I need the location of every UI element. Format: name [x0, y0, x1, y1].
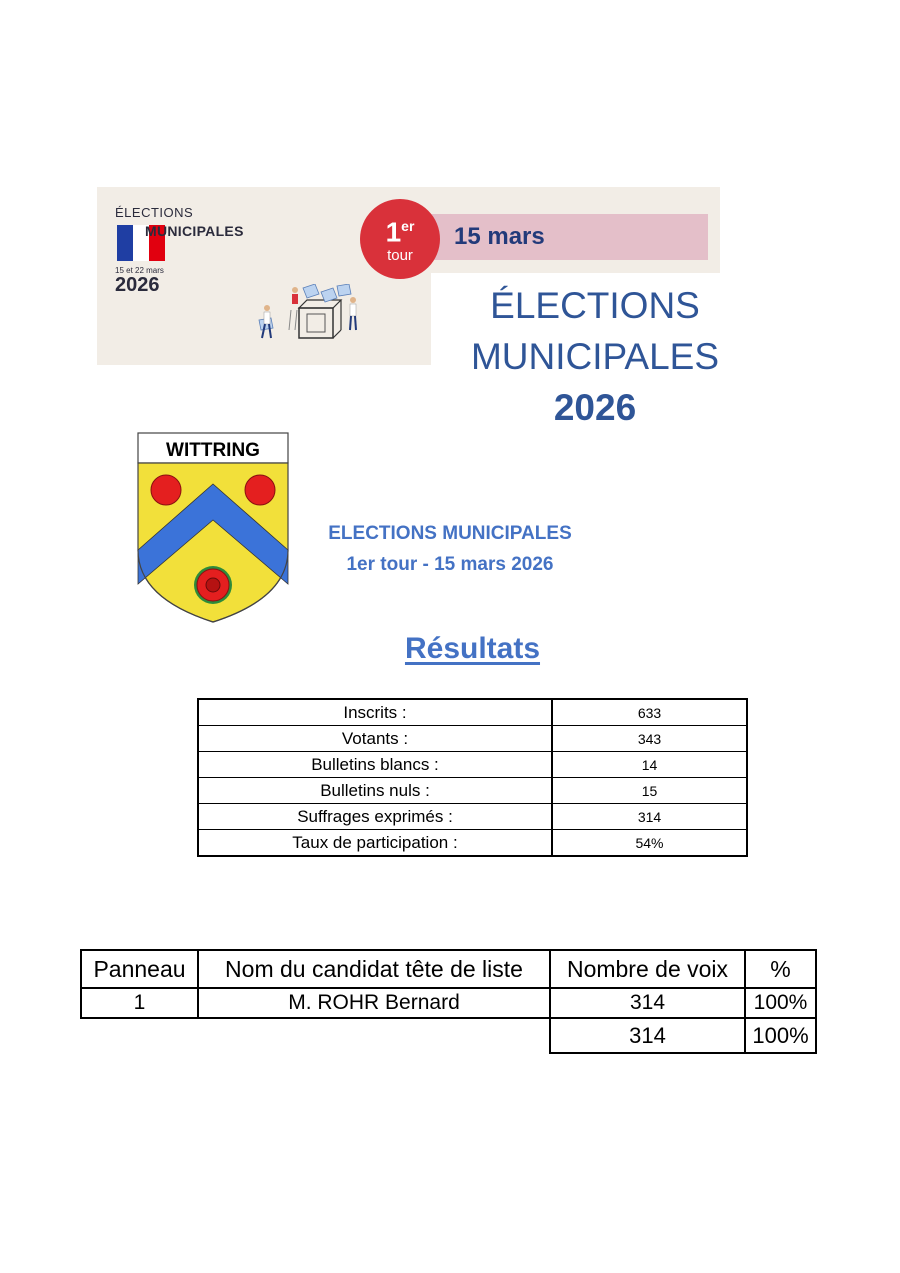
stats-label: Inscrits : — [198, 699, 552, 726]
cell-candidat: M. ROHR Bernard — [198, 988, 550, 1018]
subtitle-line-1: ELECTIONS MUNICIPALES — [328, 523, 572, 544]
title-year: 2026 — [553, 387, 637, 428]
round-number: 1 — [385, 216, 402, 248]
stats-value: 54% — [552, 830, 747, 857]
stats-value: 14 — [552, 752, 747, 778]
stats-value: 633 — [552, 699, 747, 726]
title-line-1: ÉLECTIONS — [490, 285, 700, 326]
stats-label: Votants : — [198, 726, 552, 752]
header-panneau: Panneau — [81, 950, 198, 988]
subtitle-line-2: 1er tour - 15 mars 2026 — [346, 554, 554, 575]
stats-value: 314 — [552, 804, 747, 830]
stats-value: 15 — [552, 778, 747, 804]
subtitle — [290, 518, 610, 580]
stats-label: Bulletins blancs : — [198, 752, 552, 778]
banner-elections-label: ÉLECTIONS — [115, 205, 194, 220]
banner-year: 2026 — [115, 274, 160, 296]
town-crest — [137, 432, 289, 624]
banner-dates: 15 et 22 mars — [115, 266, 164, 275]
total-row — [81, 1018, 816, 1053]
stats-table — [197, 698, 748, 857]
results-table — [80, 949, 817, 1054]
results-header-row — [81, 950, 816, 988]
stats-row — [198, 804, 747, 830]
round-suffix: er — [401, 218, 415, 234]
title-line-2: MUNICIPALES — [470, 336, 720, 377]
header-voix: Nombre de voix — [550, 950, 745, 988]
cell-pct: 100% — [745, 988, 816, 1018]
stats-row — [198, 699, 747, 726]
results-heading: Résultats — [404, 632, 541, 665]
banner-date: 15 mars — [454, 223, 545, 250]
stats-row — [198, 830, 747, 857]
banner-municipales-label: MUNICIPALES — [145, 223, 244, 239]
stats-value: 343 — [552, 726, 747, 752]
stats-label: Taux de participation : — [198, 830, 552, 857]
stats-label: Bulletins nuls : — [198, 778, 552, 804]
stats-row — [198, 726, 747, 752]
stats-row — [198, 752, 747, 778]
round-badge — [360, 199, 440, 279]
total-pct: 100% — [745, 1018, 816, 1053]
table-row — [81, 988, 816, 1018]
stats-label: Suffrages exprimés : — [198, 804, 552, 830]
header-candidat: Nom du candidat tête de liste — [198, 950, 550, 988]
round-word: tour — [387, 247, 413, 264]
total-voix: 314 — [550, 1018, 745, 1053]
crest-town-name: WITTRING — [166, 440, 260, 461]
rose-icon — [194, 566, 232, 604]
header-pct: % — [745, 950, 816, 988]
stats-row — [198, 778, 747, 804]
page-title — [450, 280, 740, 433]
cell-voix: 314 — [550, 988, 745, 1018]
cell-panneau: 1 — [81, 988, 198, 1018]
voters-illustration — [255, 284, 367, 354]
